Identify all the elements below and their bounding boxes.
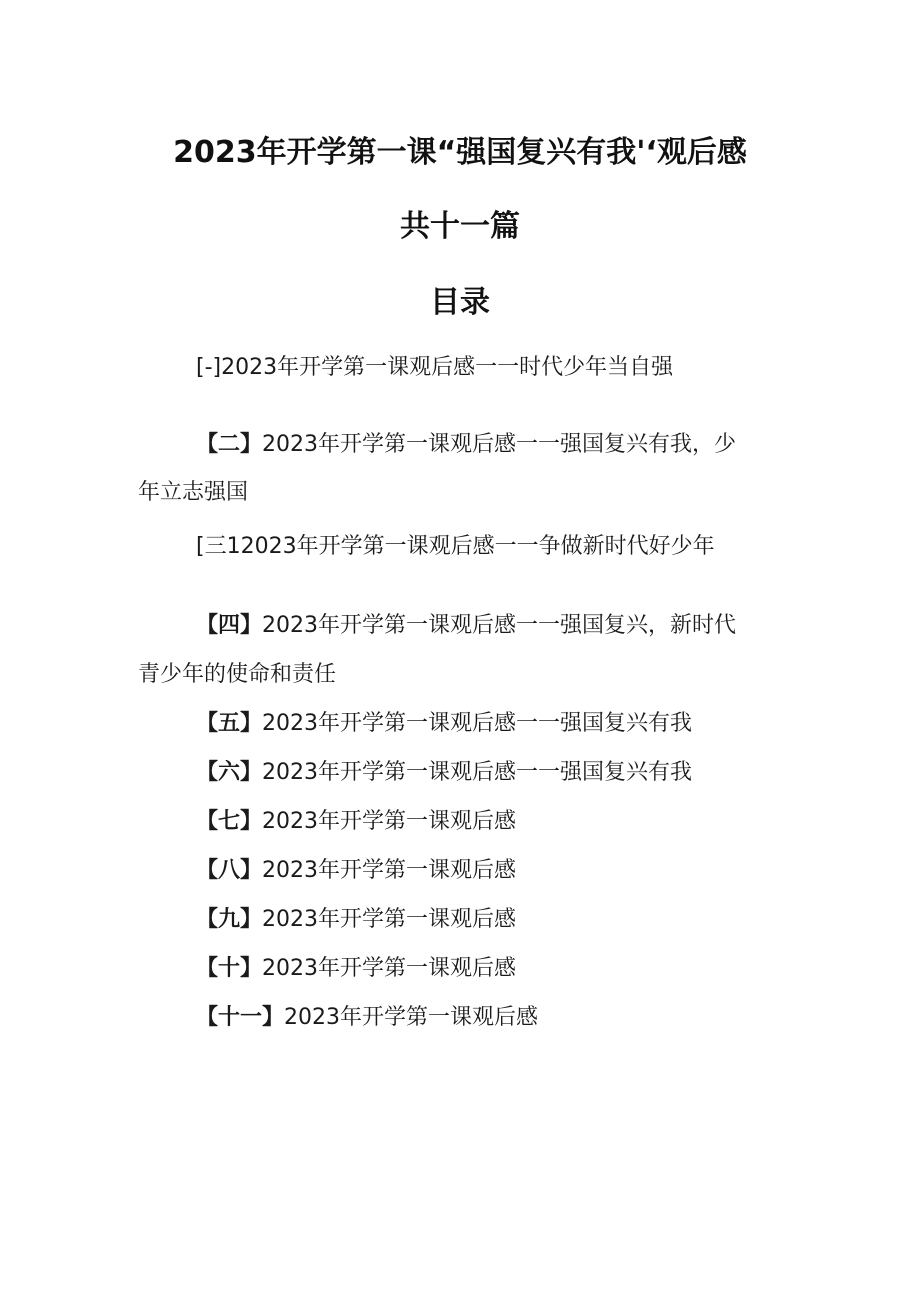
- toc-item-11: [196, 1003, 538, 1033]
- toc-item-8: [196, 856, 516, 886]
- toc-marker: [-]: [196, 355, 222, 380]
- toc-marker: 【五】: [196, 711, 263, 736]
- toc-marker: 【八】: [196, 858, 263, 883]
- toc-marker: 【十】: [196, 956, 263, 981]
- toc-text: 2023年开学第一课观后感: [262, 809, 517, 834]
- document-subtitle: 共十一篇: [400, 209, 520, 244]
- toc-item-2: [196, 430, 736, 460]
- toc-item-5: [196, 709, 692, 739]
- toc-item-9: [196, 905, 516, 935]
- toc-marker: 【六】: [196, 760, 263, 785]
- toc-text: 2023年开学第一课观后感: [262, 956, 517, 981]
- toc-item-3: [196, 532, 715, 562]
- toc-text: 2023年开学第一课观后感一一强国复兴，新时代: [262, 613, 737, 638]
- toc-item-6: [196, 758, 692, 788]
- toc-text: 2023年开学第一课观后感一一强国复兴有我，少: [262, 432, 737, 457]
- toc-text: 2023年开学第一课观后感一一强国复兴有我: [262, 760, 693, 785]
- toc-marker: 【七】: [196, 809, 263, 834]
- toc-item-1: [196, 353, 673, 383]
- toc-marker: 【十一】: [196, 1005, 285, 1030]
- toc-marker: 【四】: [196, 613, 263, 638]
- toc-item-4-continuation: 青少年的使命和责任: [138, 662, 337, 687]
- toc-marker: 【九】: [196, 907, 263, 932]
- toc-text: 2023年开学第一课观后感: [262, 858, 517, 883]
- toc-item-10: [196, 954, 516, 984]
- toc-text: 2023年开学第一课观后感一一时代少年当自强: [221, 355, 674, 380]
- toc-text: 2023年开学第一课观后感: [262, 907, 517, 932]
- toc-text: 2023年开学第一课观后感: [284, 1005, 539, 1030]
- toc-item-4: [196, 611, 736, 641]
- toc-item-2-continuation: 年立志强国: [138, 480, 249, 505]
- toc-heading: 目录: [430, 285, 490, 320]
- toc-text: 2023年开学第一课观后感一一强国复兴有我: [262, 711, 693, 736]
- toc-item-7: [196, 807, 516, 837]
- document-title: 2023年开学第一课“强国复兴有我'‘观后感: [173, 135, 747, 170]
- toc-marker: [三1: [196, 534, 241, 559]
- toc-text: 2023年开学第一课观后感一一争做新时代好少年: [240, 534, 715, 559]
- toc-marker: 【二】: [196, 432, 263, 457]
